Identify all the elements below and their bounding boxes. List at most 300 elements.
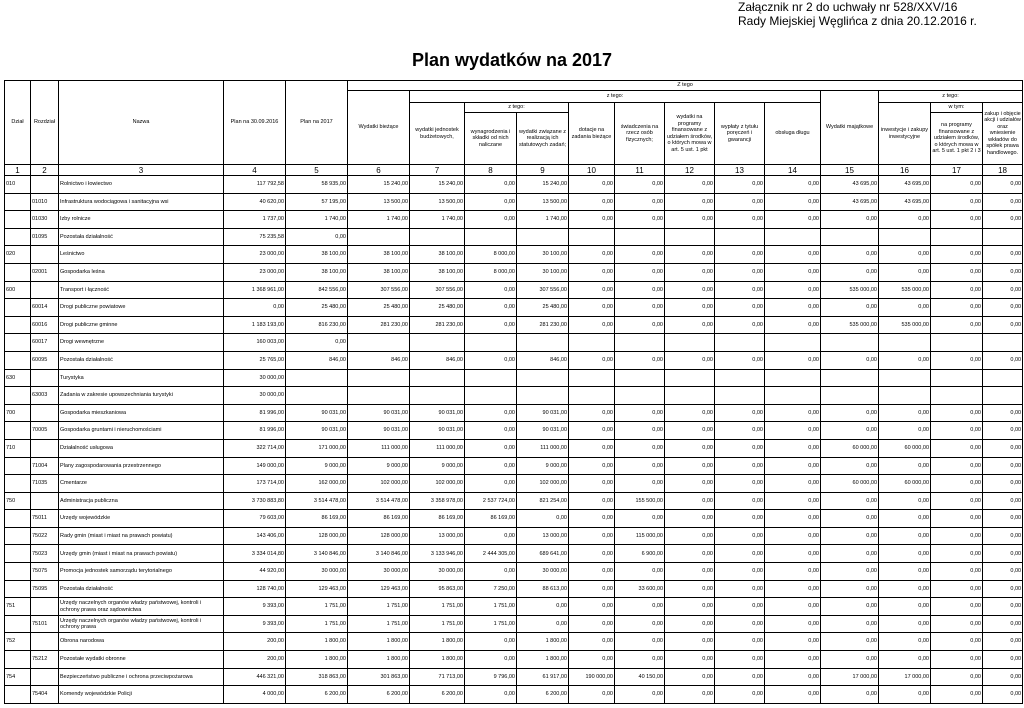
cell-value: 0,00: [465, 563, 517, 581]
cell-value: [410, 369, 465, 387]
cell-value: [765, 387, 821, 405]
cell-value: 0,00: [765, 263, 821, 281]
cell-value: 0,00: [715, 651, 765, 669]
cell-dzial: [5, 545, 31, 563]
cell-value: 0,00: [765, 176, 821, 194]
cell-value: 1 800,00: [517, 633, 569, 651]
cell-value: 0,00: [765, 299, 821, 317]
table-row: [5, 668, 1023, 686]
cell-value: 0,00: [615, 299, 665, 317]
cell-value: 23 000,00: [224, 246, 286, 264]
cell-value: [348, 369, 410, 387]
cell-value: 43 695,00: [879, 193, 931, 211]
cell-nazwa: Gospodarka gruntami i nieruchomościami: [59, 422, 224, 440]
table-row: [5, 563, 1023, 581]
cell-value: 0,00: [931, 281, 983, 299]
cell-nazwa: Drogi publiczne powiatowe: [59, 299, 224, 317]
cell-value: 0,00: [983, 527, 1023, 545]
cell-value: 3 140 846,00: [348, 545, 410, 563]
cell-value: 0,00: [665, 299, 715, 317]
cell-value: 281 230,00: [410, 316, 465, 334]
cell-value: 88 613,00: [517, 580, 569, 598]
cell-value: 0,00: [821, 563, 879, 581]
cell-value: 0,00: [983, 598, 1023, 616]
cell-value: 128 000,00: [348, 527, 410, 545]
column-number: 1: [5, 165, 31, 176]
cell-value: 0,00: [931, 351, 983, 369]
cell-value: 0,00: [715, 404, 765, 422]
cell-value: 90 031,00: [517, 422, 569, 440]
column-number: 5: [286, 165, 348, 176]
cell-value: 0,00: [983, 615, 1023, 633]
cell-value: 0,00: [615, 633, 665, 651]
cell-value: 1 751,00: [286, 598, 348, 616]
cell-value: 0,00: [569, 527, 615, 545]
cell-value: 842 556,00: [286, 281, 348, 299]
cell-value: 0,00: [615, 475, 665, 493]
cell-value: 0,00: [569, 316, 615, 334]
column-number: 17: [931, 165, 983, 176]
cell-dzial: 010: [5, 176, 31, 194]
cell-value: 0,00: [983, 686, 1023, 704]
cell-value: 0,00: [983, 299, 1023, 317]
cell-nazwa: Drogi publiczne gminne: [59, 316, 224, 334]
cell-value: 0,00: [465, 475, 517, 493]
cell-value: 149 000,00: [224, 457, 286, 475]
cell-dzial: [5, 457, 31, 475]
cell-value: [715, 228, 765, 246]
cell-value: 0,00: [569, 299, 615, 317]
cell-value: 816 230,00: [286, 316, 348, 334]
cell-value: [931, 334, 983, 352]
cell-rozdzial: [31, 598, 59, 616]
cell-value: 0,00: [821, 545, 879, 563]
cell-value: 6 200,00: [348, 686, 410, 704]
cell-value: 0,00: [821, 492, 879, 510]
cell-value: 0,00: [665, 510, 715, 528]
col-z-tego: Z tego: [348, 81, 1023, 91]
cell-value: 0,00: [465, 193, 517, 211]
cell-nazwa: Administracja publiczna: [59, 492, 224, 510]
col-dzial: Dział: [5, 81, 31, 165]
cell-value: 0,00: [715, 527, 765, 545]
cell-value: 3 133 946,00: [410, 545, 465, 563]
cell-dzial: 630: [5, 369, 31, 387]
cell-value: 0,00: [615, 510, 665, 528]
cell-rozdzial: [31, 668, 59, 686]
cell-value: 535 000,00: [879, 281, 931, 299]
cell-value: 0,00: [715, 211, 765, 229]
cell-value: 0,00: [569, 633, 615, 651]
column-number: 3: [59, 165, 224, 176]
cell-value: 190 000,00: [569, 668, 615, 686]
cell-dzial: 750: [5, 492, 31, 510]
cell-nazwa: Pozostała działalność: [59, 580, 224, 598]
cell-value: 0,00: [465, 176, 517, 194]
cell-value: 30 100,00: [517, 263, 569, 281]
cell-value: 0,00: [821, 651, 879, 669]
cell-value: 200,00: [224, 651, 286, 669]
cell-nazwa: Urzędy wojewódzkie: [59, 510, 224, 528]
cell-value: 86 169,00: [348, 510, 410, 528]
cell-value: 0,00: [665, 492, 715, 510]
table-row: [5, 633, 1023, 651]
cell-dzial: [5, 651, 31, 669]
cell-value: 0,00: [465, 281, 517, 299]
cell-value: 0,00: [983, 457, 1023, 475]
table-row: [5, 193, 1023, 211]
cell-value: 0,00: [983, 492, 1023, 510]
cell-value: 23 000,00: [224, 263, 286, 281]
col-wydatki-biezace: Wydatki bieżące: [348, 91, 410, 165]
cell-value: 0,00: [615, 316, 665, 334]
cell-value: 0,00: [715, 475, 765, 493]
cell-nazwa: Cmentarze: [59, 475, 224, 493]
cell-value: 0,00: [931, 686, 983, 704]
cell-dzial: [5, 527, 31, 545]
cell-value: 0,00: [665, 598, 715, 616]
cell-value: 1 740,00: [517, 211, 569, 229]
cell-rozdzial: 75404: [31, 686, 59, 704]
cell-value: 129 463,00: [286, 580, 348, 598]
cell-rozdzial: 71004: [31, 457, 59, 475]
column-number: 10: [569, 165, 615, 176]
cell-value: 0,00: [765, 545, 821, 563]
cell-rozdzial: 75075: [31, 563, 59, 581]
cell-nazwa: Gospodarka mieszkaniowa: [59, 404, 224, 422]
col-majatkowe: Wydatki majątkowe: [821, 91, 879, 165]
cell-value: 13 500,00: [517, 193, 569, 211]
table-body: [5, 176, 1023, 704]
cell-dzial: [5, 686, 31, 704]
table-row: [5, 475, 1023, 493]
cell-value: 0,00: [615, 615, 665, 633]
cell-dzial: 700: [5, 404, 31, 422]
cell-rozdzial: 75022: [31, 527, 59, 545]
cell-value: 0,00: [715, 457, 765, 475]
cell-value: 60 000,00: [821, 439, 879, 457]
cell-rozdzial: [31, 439, 59, 457]
table-row: [5, 686, 1023, 704]
cell-value: 0,00: [983, 404, 1023, 422]
cell-value: 30 000,00: [224, 369, 286, 387]
cell-value: 8 000,00: [465, 246, 517, 264]
cell-value: 30 100,00: [517, 246, 569, 264]
cell-value: 0,00: [615, 193, 665, 211]
cell-value: 0,00: [569, 615, 615, 633]
cell-value: [615, 369, 665, 387]
cell-value: 44 920,00: [224, 563, 286, 581]
column-number: 16: [879, 165, 931, 176]
cell-value: 0,00: [569, 580, 615, 598]
table-row: [5, 615, 1023, 633]
cell-value: 30 000,00: [410, 563, 465, 581]
cell-value: 0,00: [931, 246, 983, 264]
cell-value: 0,00: [765, 316, 821, 334]
cell-rozdzial: 70005: [31, 422, 59, 440]
cell-value: 1 751,00: [286, 615, 348, 633]
cell-value: 0,00: [821, 457, 879, 475]
cell-value: 17 000,00: [821, 668, 879, 686]
cell-value: 1 751,00: [348, 615, 410, 633]
cell-value: 0,00: [931, 475, 983, 493]
cell-value: 38 100,00: [348, 246, 410, 264]
cell-value: 0,00: [715, 246, 765, 264]
table-row: [5, 527, 1023, 545]
cell-rozdzial: [31, 176, 59, 194]
cell-value: [465, 387, 517, 405]
cell-value: 0,00: [765, 193, 821, 211]
cell-value: 0,00: [715, 281, 765, 299]
cell-value: 0,00: [665, 457, 715, 475]
cell-value: 0,00: [879, 598, 931, 616]
cell-value: [665, 334, 715, 352]
cell-value: 0,00: [765, 598, 821, 616]
cell-value: 846,00: [286, 351, 348, 369]
cell-value: 90 031,00: [286, 404, 348, 422]
cell-value: 535 000,00: [821, 281, 879, 299]
cell-dzial: 751: [5, 598, 31, 616]
cell-value: 0,00: [569, 351, 615, 369]
cell-dzial: [5, 228, 31, 246]
cell-value: [879, 228, 931, 246]
cell-value: 0,00: [665, 686, 715, 704]
cell-value: 1 751,00: [465, 615, 517, 633]
cell-value: [517, 369, 569, 387]
cell-value: 0,00: [665, 176, 715, 194]
cell-value: 129 463,00: [348, 580, 410, 598]
cell-value: 1 800,00: [348, 651, 410, 669]
table-row: [5, 246, 1023, 264]
cell-value: 0,00: [931, 492, 983, 510]
cell-value: 0,00: [931, 176, 983, 194]
cell-value: 1 751,00: [410, 615, 465, 633]
cell-dzial: [5, 299, 31, 317]
col-wydatki-programy: wydatki na programy finansowane z udziałem środków, o których mowa w art. 5 ust. 1 pkt: [665, 103, 715, 165]
cell-value: 0,00: [615, 439, 665, 457]
cell-value: 3 358 978,00: [410, 492, 465, 510]
cell-value: 60 000,00: [821, 475, 879, 493]
table-row: [5, 351, 1023, 369]
cell-value: 0,00: [879, 545, 931, 563]
cell-value: 0,00: [615, 176, 665, 194]
cell-value: 0,00: [879, 563, 931, 581]
cell-value: 0,00: [465, 686, 517, 704]
cell-value: 0,00: [821, 299, 879, 317]
cell-value: 0,00: [821, 598, 879, 616]
cell-value: 0,00: [983, 633, 1023, 651]
expenditure-table: [4, 80, 1023, 704]
cell-value: 307 556,00: [517, 281, 569, 299]
cell-value: [931, 228, 983, 246]
cell-value: 0,00: [569, 563, 615, 581]
cell-value: 0,00: [931, 563, 983, 581]
cell-value: [517, 334, 569, 352]
cell-value: 6 200,00: [410, 686, 465, 704]
attachment-note-line-2: Rady Miejskiej Węglińca z dnia 20.12.2016 r.: [738, 14, 977, 28]
cell-value: 307 556,00: [410, 281, 465, 299]
cell-nazwa: Obrona narodowa: [59, 633, 224, 651]
cell-value: 1 800,00: [286, 651, 348, 669]
cell-value: 0,00: [931, 598, 983, 616]
cell-nazwa: Pozostałe wydatki obronne: [59, 651, 224, 669]
cell-value: 0,00: [765, 633, 821, 651]
cell-value: 0,00: [665, 563, 715, 581]
col-z-tego-jednostek: z tego:: [465, 103, 569, 113]
cell-value: 0,00: [765, 563, 821, 581]
cell-value: 86 169,00: [465, 510, 517, 528]
cell-value: [517, 228, 569, 246]
column-number: 9: [517, 165, 569, 176]
col-wyplaty: wypłaty z tytułu poręczeń i gwarancji: [715, 103, 765, 165]
cell-value: 30 000,00: [224, 387, 286, 405]
cell-value: 821 254,00: [517, 492, 569, 510]
cell-value: 128 000,00: [286, 527, 348, 545]
cell-value: 846,00: [348, 351, 410, 369]
cell-value: [821, 387, 879, 405]
cell-value: 0,00: [821, 404, 879, 422]
cell-value: 0,00: [665, 651, 715, 669]
cell-dzial: [5, 563, 31, 581]
cell-dzial: [5, 580, 31, 598]
cell-value: 0,00: [615, 351, 665, 369]
cell-value: [765, 228, 821, 246]
cell-rozdzial: 75011: [31, 510, 59, 528]
cell-rozdzial: 75023: [31, 545, 59, 563]
cell-value: 0,00: [879, 457, 931, 475]
cell-dzial: 754: [5, 668, 31, 686]
cell-nazwa: Urzędy naczelnych organów władzy państwowej, kontroli i ochrony prawa oraz sądownictwa: [59, 598, 224, 616]
cell-value: 0,00: [765, 651, 821, 669]
cell-value: 0,00: [665, 316, 715, 334]
column-number: 15: [821, 165, 879, 176]
cell-value: 43 695,00: [821, 193, 879, 211]
cell-value: 3 514 478,00: [286, 492, 348, 510]
cell-value: 60 000,00: [879, 439, 931, 457]
cell-value: 535 000,00: [879, 316, 931, 334]
cell-value: 0,00: [879, 422, 931, 440]
cell-value: 0,00: [931, 439, 983, 457]
cell-value: 155 500,00: [615, 492, 665, 510]
cell-value: 0,00: [665, 475, 715, 493]
cell-value: 25 765,00: [224, 351, 286, 369]
cell-value: 9 000,00: [410, 457, 465, 475]
cell-value: 0,00: [821, 422, 879, 440]
cell-value: 0,00: [715, 492, 765, 510]
cell-value: [765, 334, 821, 352]
cell-value: 0,00: [569, 686, 615, 704]
cell-value: 0,00: [665, 615, 715, 633]
cell-value: 0,00: [465, 527, 517, 545]
cell-value: 111 000,00: [348, 439, 410, 457]
table-row: [5, 299, 1023, 317]
cell-value: 143 406,00: [224, 527, 286, 545]
cell-value: 0,00: [821, 246, 879, 264]
cell-value: 1 368 961,00: [224, 281, 286, 299]
cell-value: 0,00: [569, 510, 615, 528]
cell-value: [569, 334, 615, 352]
cell-value: 0,00: [465, 351, 517, 369]
cell-value: 846,00: [410, 351, 465, 369]
cell-value: 0,00: [715, 545, 765, 563]
cell-value: [465, 228, 517, 246]
cell-nazwa: Komendy wojewódzkie Policji: [59, 686, 224, 704]
cell-value: 0,00: [517, 510, 569, 528]
col-plan-0930: Plan na 30.09.2016: [224, 81, 286, 165]
cell-value: 0,00: [665, 351, 715, 369]
cell-value: 0,00: [765, 457, 821, 475]
cell-value: 3 730 883,80: [224, 492, 286, 510]
cell-value: 81 996,00: [224, 404, 286, 422]
cell-rozdzial: 71035: [31, 475, 59, 493]
cell-value: 0,00: [765, 492, 821, 510]
cell-value: 2 444 305,00: [465, 545, 517, 563]
cell-value: 0,00: [715, 686, 765, 704]
column-number: 14: [765, 165, 821, 176]
cell-value: 8 000,00: [465, 263, 517, 281]
column-number: 12: [665, 165, 715, 176]
cell-value: 322 714,00: [224, 439, 286, 457]
cell-dzial: 752: [5, 633, 31, 651]
cell-value: [715, 334, 765, 352]
cell-value: 90 031,00: [286, 422, 348, 440]
cell-value: 9 393,00: [224, 615, 286, 633]
cell-value: [983, 228, 1023, 246]
cell-value: 0,00: [569, 492, 615, 510]
cell-nazwa: Infrastruktura wodociągowa i sanitacyjna wsi: [59, 193, 224, 211]
cell-value: 1 800,00: [348, 633, 410, 651]
cell-value: 38 100,00: [286, 263, 348, 281]
cell-nazwa: Pozostała działalność: [59, 351, 224, 369]
table-row: [5, 580, 1023, 598]
cell-value: 0,00: [821, 615, 879, 633]
cell-value: 13 000,00: [410, 527, 465, 545]
cell-dzial: [5, 351, 31, 369]
cell-value: 0,00: [517, 598, 569, 616]
cell-value: 2 537 724,00: [465, 492, 517, 510]
cell-value: 0,00: [931, 193, 983, 211]
cell-nazwa: Działalność usługowa: [59, 439, 224, 457]
cell-value: 0,00: [465, 422, 517, 440]
cell-rozdzial: [31, 369, 59, 387]
cell-rozdzial: 02001: [31, 263, 59, 281]
cell-value: 1 800,00: [410, 651, 465, 669]
cell-value: 0,00: [983, 176, 1023, 194]
cell-value: 6 900,00: [615, 545, 665, 563]
col-wynagrodzenia: wynagrodzenia i składki od nich naliczane: [465, 113, 517, 165]
cell-value: 0,00: [286, 228, 348, 246]
cell-value: 15 240,00: [517, 176, 569, 194]
cell-rozdzial: [31, 633, 59, 651]
col-wydatki-zwiazane: wydatki związane z realizacją ich statutowych zadań;: [517, 113, 569, 165]
cell-value: 535 000,00: [821, 316, 879, 334]
cell-value: 71 713,00: [410, 668, 465, 686]
cell-value: 0,00: [465, 211, 517, 229]
cell-value: 0,00: [665, 263, 715, 281]
cell-value: [517, 387, 569, 405]
cell-value: 0,00: [983, 246, 1023, 264]
cell-value: [665, 228, 715, 246]
table-row: [5, 404, 1023, 422]
column-number: 13: [715, 165, 765, 176]
cell-value: 0,00: [569, 651, 615, 669]
cell-value: 0,00: [879, 510, 931, 528]
cell-rozdzial: [31, 404, 59, 422]
cell-value: 0,00: [983, 211, 1023, 229]
col-plan-2017: Plan na 2017: [286, 81, 348, 165]
cell-value: 0,00: [765, 580, 821, 598]
cell-value: 0,00: [879, 351, 931, 369]
